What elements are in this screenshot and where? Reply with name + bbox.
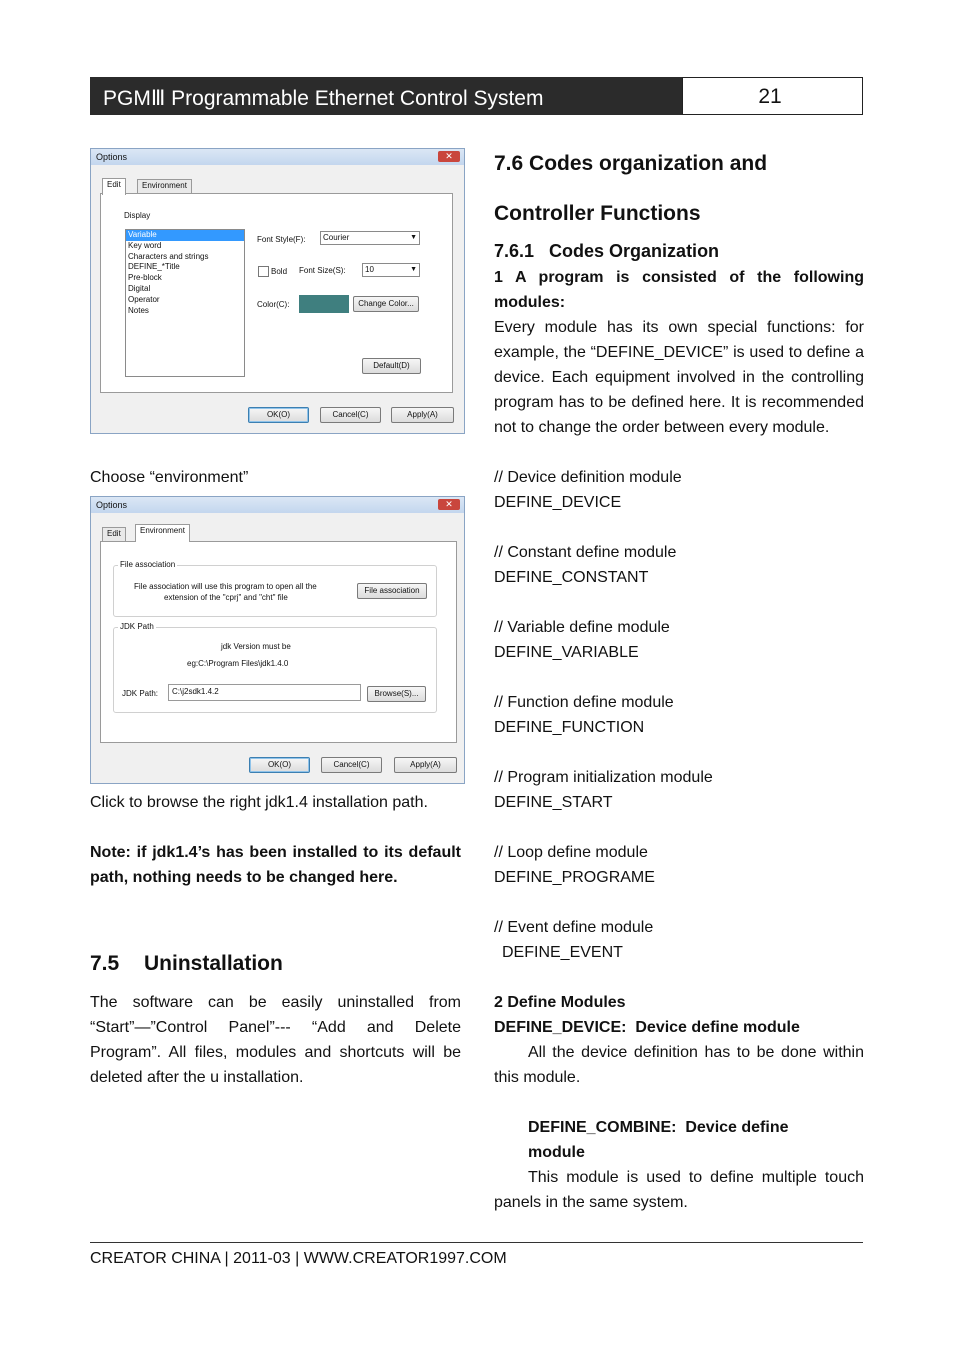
- color-swatch: [299, 295, 349, 313]
- close-icon[interactable]: ✕: [438, 151, 460, 162]
- change-color-button[interactable]: Change Color...: [353, 296, 419, 312]
- module-name: DEFINE_PROGRAME: [494, 869, 655, 886]
- tab-environment[interactable]: Environment: [137, 179, 192, 194]
- chevron-down-icon: ▼: [410, 234, 417, 241]
- define-combine-heading: DEFINE_COMBINE: Device define: [528, 1119, 789, 1136]
- jdk-path-input[interactable]: C:\j2sdk1.4.2: [168, 684, 361, 701]
- module-comment: // Event define module: [494, 919, 654, 936]
- page-number: 21: [758, 85, 782, 108]
- list-item[interactable]: Variable: [126, 230, 244, 241]
- caption-choose-environment: Choose “environment”: [90, 469, 249, 486]
- modules-intro: 1 A program is consisted of the following modules:: [494, 269, 864, 311]
- module-name: DEFINE_FUNCTION: [494, 719, 645, 736]
- jdk-path-group-label: JDK Path: [120, 622, 154, 631]
- browse-button[interactable]: Browse(S)...: [367, 686, 426, 702]
- define-combine-heading-cont: module: [528, 1144, 585, 1161]
- subsection-heading-7-6-1: 7.6.1 Codes Organization: [494, 241, 720, 261]
- font-size-label: Font Size(S):: [299, 266, 346, 275]
- file-association-text: extension of the "cprj" and "cht" file: [164, 593, 288, 602]
- font-style-value: Courier: [323, 233, 350, 242]
- module-comment: // Function define module: [494, 694, 674, 711]
- list-item[interactable]: Pre-block: [128, 273, 162, 283]
- font-size-select[interactable]: [362, 263, 420, 277]
- file-association-button[interactable]: File association: [357, 583, 427, 599]
- list-item[interactable]: Notes: [128, 305, 149, 315]
- cancel-button[interactable]: Cancel(C): [321, 757, 382, 773]
- jdk-example-path: eg:C:\Program Files\jdk1.4.0: [187, 659, 289, 668]
- tab-environment[interactable]: Environment: [135, 524, 190, 542]
- jdk-version-note: jdk Version must be: [221, 642, 291, 651]
- module-name: DEFINE_START: [494, 794, 613, 811]
- module-comment: // Program initialization module: [494, 769, 713, 786]
- dialog-titlebar: [91, 497, 464, 513]
- font-style-select[interactable]: [320, 231, 420, 245]
- install-note: Note: if jdk1.4’s has been installed to its default path, nothing needs to be changed here.: [90, 844, 461, 886]
- ok-button[interactable]: OK(O): [249, 757, 310, 773]
- list-item[interactable]: Key word: [128, 240, 162, 250]
- default-button[interactable]: Default(D): [362, 358, 421, 374]
- section-title-uninstallation: Uninstallation: [144, 952, 283, 975]
- font-style-label: Font Style(F):: [257, 235, 306, 244]
- jdk-path-label: JDK Path:: [122, 689, 159, 698]
- footer-rule: [90, 1242, 863, 1243]
- browse-caption: Click to browse the right jdk1.4 installation path.: [90, 794, 428, 811]
- header-title: PGMⅢ Programmable Ethernet Control System: [103, 87, 544, 110]
- dialog-title: Options: [96, 500, 128, 510]
- module-list: [494, 465, 864, 965]
- chevron-down-icon: ▼: [410, 266, 417, 273]
- ok-button[interactable]: OK(O): [248, 407, 309, 423]
- list-item[interactable]: DEFINE_*Title: [128, 262, 180, 272]
- file-association-text: File association will use this program to open all the: [134, 582, 317, 591]
- define-combine-text: This module is used to define multiple touch panels in the same system.: [494, 1169, 864, 1211]
- options-dialog-environment: [90, 496, 465, 784]
- section-heading-7-6-line2: Controller Functions: [494, 202, 701, 225]
- file-association-group-label: File association: [120, 560, 176, 569]
- dialog-titlebar: [91, 149, 464, 165]
- module-name: DEFINE_VARIABLE: [494, 644, 639, 661]
- footer-text: CREATOR CHINA | 2011-03 | WWW.CREATOR1997.COM: [90, 1250, 507, 1267]
- bold-checkbox[interactable]: [258, 266, 269, 277]
- section-heading-7-6-line1: 7.6 Codes organization and: [494, 152, 768, 175]
- list-item[interactable]: Operator: [128, 294, 160, 304]
- apply-button[interactable]: Apply(A): [394, 757, 457, 773]
- options-dialog-edit: [90, 148, 465, 434]
- module-name: DEFINE_CONSTANT: [494, 569, 649, 586]
- define-device-heading: DEFINE_DEVICE: Device define module: [494, 1019, 800, 1036]
- tab-edit[interactable]: Edit: [102, 178, 126, 195]
- tab-edit[interactable]: Edit: [102, 527, 126, 542]
- module-comment: // Constant define module: [494, 544, 677, 561]
- font-size-value: 10: [365, 265, 374, 274]
- list-item[interactable]: Characters and strings: [128, 251, 209, 261]
- list-item[interactable]: Digital: [128, 283, 151, 293]
- module-comment: // Loop define module: [494, 844, 648, 861]
- module-comment: // Device definition module: [494, 469, 682, 486]
- display-label: Display: [124, 211, 151, 220]
- dialog-title: Options: [96, 152, 128, 162]
- uninstall-paragraph: The software can be easily uninstalled from “Start”—”Control Panel”--- “Add and Delete Program”. All files, modules and shortcuts will be deleted after the u installation.: [90, 994, 461, 1086]
- define-device-text: All the device definition has to be done within this module.: [494, 1044, 864, 1086]
- module-name: DEFINE_DEVICE: [494, 494, 622, 511]
- display-item-list[interactable]: [125, 229, 245, 377]
- define-modules-heading: 2 Define Modules: [494, 994, 626, 1011]
- cancel-button[interactable]: Cancel(C): [320, 407, 381, 423]
- section-number-7-5: 7.5: [90, 952, 120, 975]
- module-name: DEFINE_EVENT: [502, 944, 623, 961]
- bold-label: Bold: [271, 267, 288, 276]
- close-icon[interactable]: ✕: [438, 499, 460, 510]
- color-label: Color(C):: [257, 300, 290, 309]
- apply-button[interactable]: Apply(A): [391, 407, 454, 423]
- module-comment: // Variable define module: [494, 619, 670, 636]
- modules-paragraph: Every module has its own special functions: for example, the “DEFINE_DEVICE” is used to define a device. Each equipment involved in the controlling program has to be defined here. It is recommended not to change the order between every module.: [494, 319, 864, 436]
